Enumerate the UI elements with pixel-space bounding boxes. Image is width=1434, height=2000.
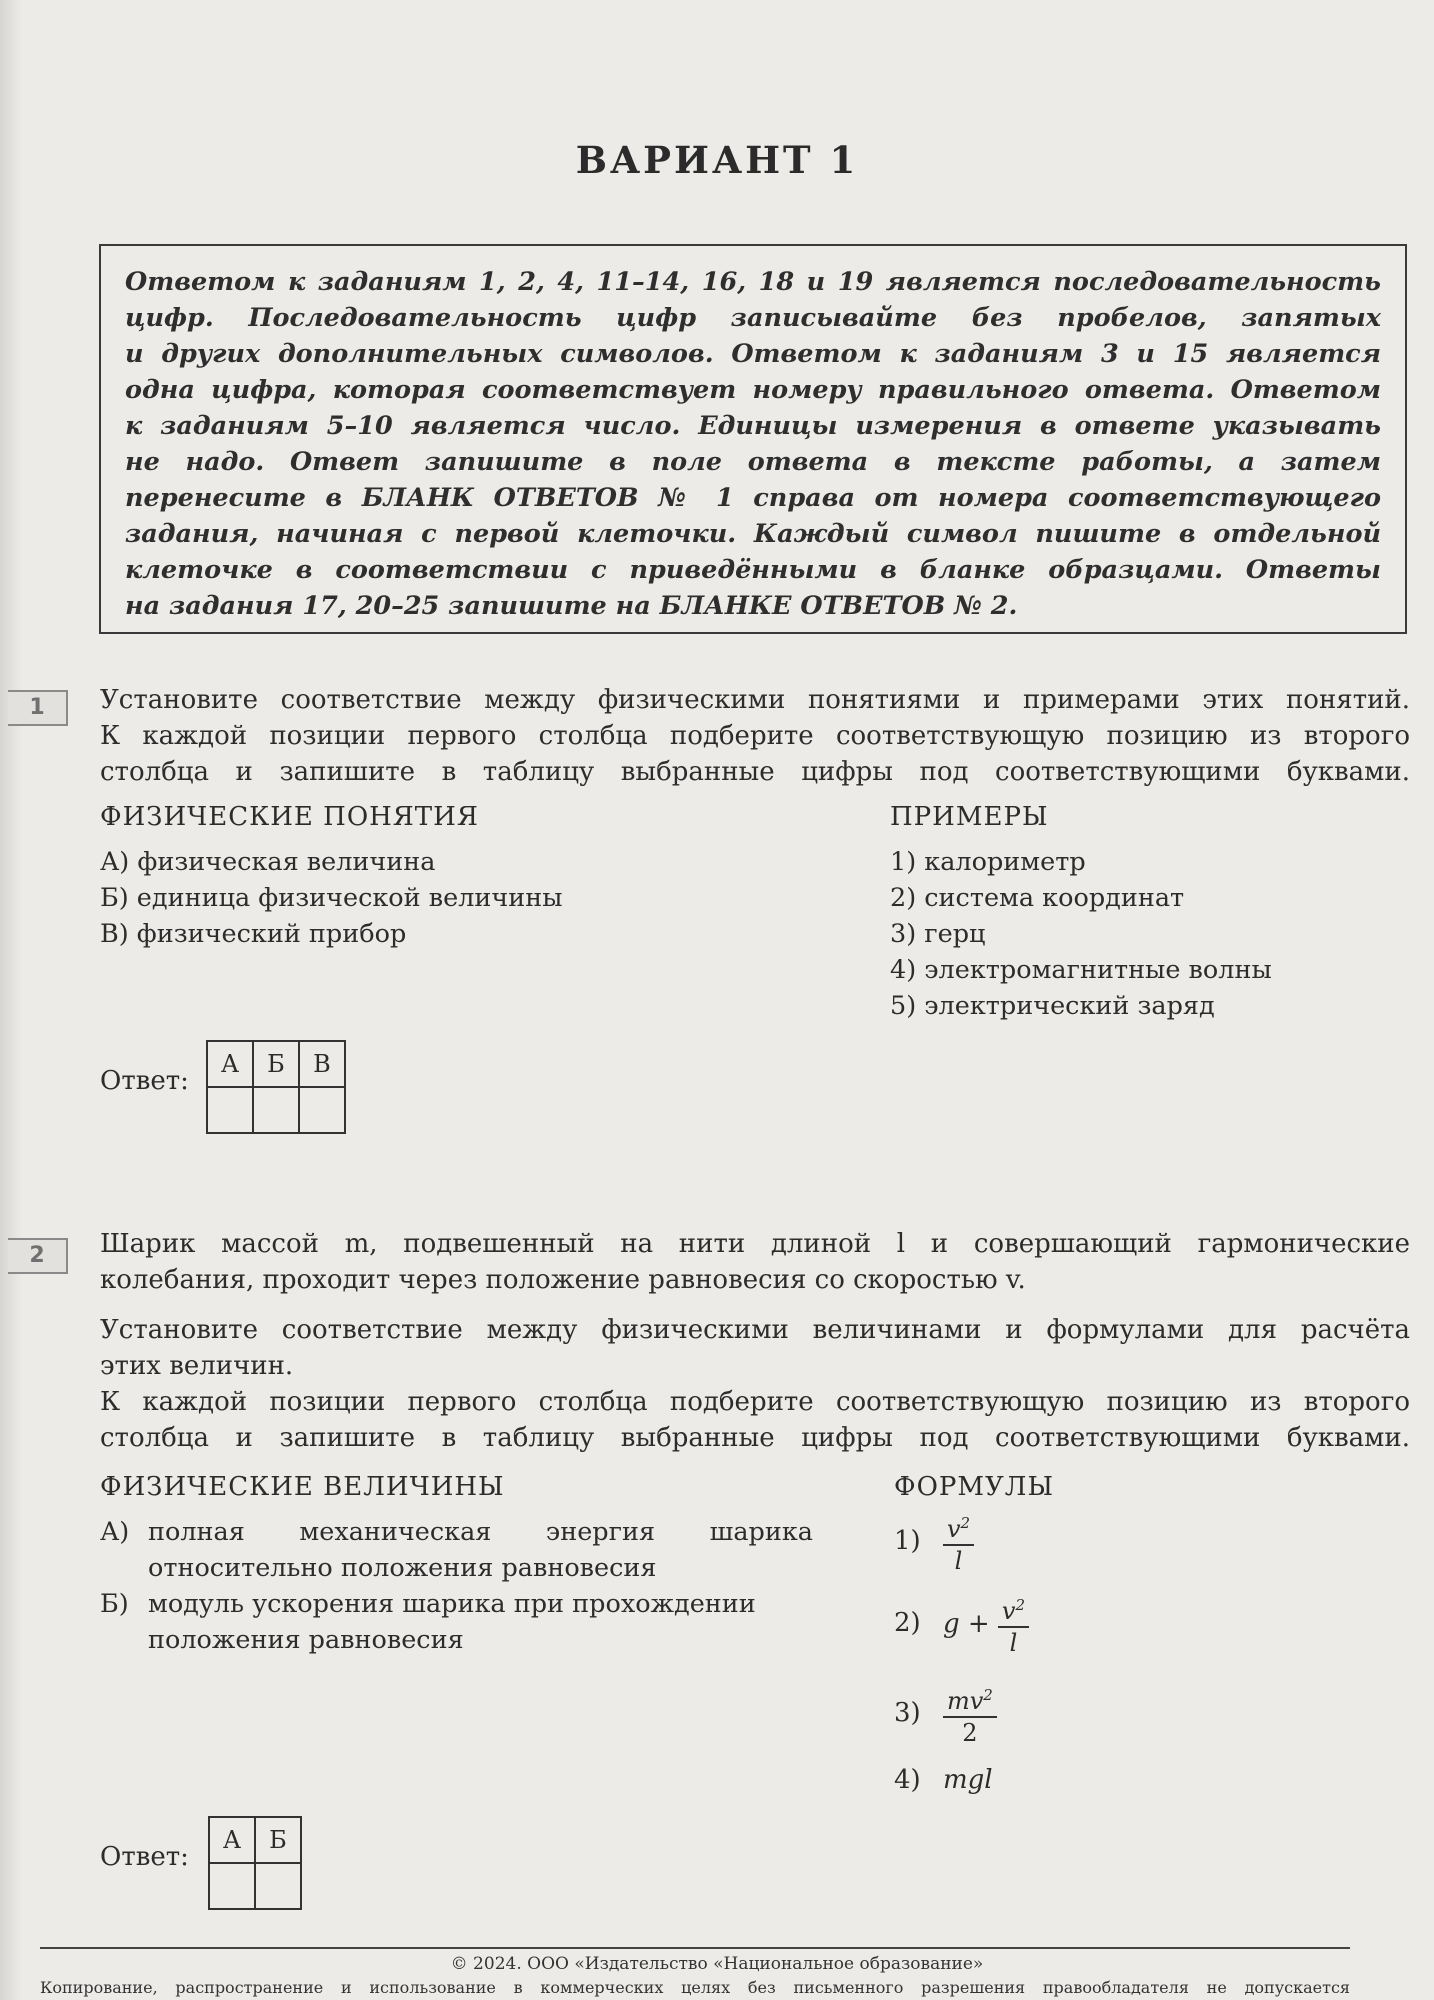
footer-copyright: © 2024. ООО «Издательство «Национальное образование» [450, 1954, 984, 1974]
q2-answer-cell-b[interactable] [255, 1863, 301, 1909]
q2-answer-header: Б [255, 1817, 301, 1863]
q1-left-item: А) физическая величина [100, 847, 436, 877]
q2-answer-header: А [209, 1817, 255, 1863]
q2-left-header: ФИЗИЧЕСКИЕ ВЕЛИЧИНЫ [100, 1472, 505, 1502]
q2-text-line: столбца и запишите в таблицу выбранные цифры под соответствующими буквами. [100, 1423, 1410, 1453]
fraction [943, 1680, 997, 1748]
instructions-line: перенесите в БЛАНК ОТВЕТОВ № 1 справа от номера соответствующего [125, 483, 1381, 513]
q1-text-line: Установите соответствие между физическими понятиями и примерами этих понятий. [100, 685, 1410, 715]
q2-answer-label: Ответ: [100, 1842, 189, 1872]
q1-right-item: 4) электромагнитные волны [890, 955, 1272, 985]
q1-answer-cell-v[interactable] [299, 1087, 345, 1133]
fraction-denominator: l [954, 1547, 963, 1575]
fraction-numerator: v [1001, 1597, 1016, 1625]
q2-left-item-letter: Б) [100, 1589, 129, 1619]
formula-label: 4) [894, 1765, 921, 1795]
fraction-numerator: mv [946, 1687, 984, 1715]
q2-text-line: колебания, проходит через положение равновесия со скоростью v. [100, 1265, 1026, 1295]
instructions-line: цифр. Последовательность цифр записывайте без пробелов, запятых [125, 303, 1381, 333]
instructions-line: задания, начиная с первой клеточки. Каждый символ пишите в отдельной [125, 519, 1381, 549]
q1-answer-label: Ответ: [100, 1066, 189, 1096]
fraction-denominator: 2 [962, 1719, 978, 1747]
q2-text-line: К каждой позиции первого столбца подберите соответствующую позицию из второго [100, 1387, 1410, 1417]
q1-left-item: Б) единица физической величины [100, 883, 563, 913]
question-number-1: 1 [8, 690, 68, 726]
q1-answer-cell-a[interactable] [207, 1087, 253, 1133]
footer-notice: Копирование, распространение и использование в коммерческих целях без письменного разрешения правообладателя не допускается [40, 1978, 1350, 1997]
formula-2 [894, 1590, 1029, 1658]
page-gutter [0, 0, 22, 2000]
fraction-numerator: v [946, 1515, 961, 1543]
fraction [943, 1508, 974, 1576]
q2-answer-table [208, 1816, 302, 1910]
formula-expression: mgl [942, 1765, 993, 1795]
formula-label: 2) [894, 1608, 921, 1638]
question-number-2: 2 [8, 1238, 68, 1274]
q1-right-item: 5) электрический заряд [890, 991, 1215, 1021]
formula-prefix: g + [942, 1609, 998, 1639]
formula-3 [894, 1680, 997, 1748]
fraction-denominator: l [1009, 1629, 1018, 1657]
q1-answer-header: А [207, 1041, 253, 1087]
formula-4 [894, 1762, 993, 1798]
exponent: 2 [1015, 1596, 1026, 1614]
q1-answer-table [206, 1040, 346, 1134]
q2-left-item-line: полная механическая энергия шарика [148, 1517, 813, 1547]
formula-label: 1) [894, 1526, 921, 1556]
instructions-box [99, 244, 1407, 634]
q2-left-item-line: положения равновесия [148, 1625, 464, 1655]
fraction [998, 1590, 1029, 1658]
formula-1 [894, 1508, 974, 1576]
q2-text-a [100, 1226, 1410, 1298]
q1-left-header: ФИЗИЧЕСКИЕ ПОНЯТИЯ [100, 802, 479, 832]
instructions-line: клеточке в соответствии с приведёнными в бланке образцами. Ответы [125, 555, 1381, 585]
variant-title: ВАРИАНТ 1 [575, 138, 859, 182]
q2-left-item-letter: А) [100, 1517, 130, 1547]
q2-text-b [100, 1312, 1410, 1456]
q2-text-line: Установите соответствие между физическими величинами и формулами для расчёта [100, 1315, 1410, 1345]
instructions-line: и других дополнительных символов. Ответом к заданиям 3 и 15 является [125, 339, 1381, 369]
exponent: 2 [983, 1686, 993, 1704]
formula-label: 3) [894, 1698, 921, 1728]
q1-answer-header: В [299, 1041, 345, 1087]
q2-answer-cell-a[interactable] [209, 1863, 255, 1909]
q1-right-item: 3) герц [890, 919, 986, 949]
q2-left-item-line: модуль ускорения шарика при прохождении [148, 1589, 756, 1619]
q1-text [100, 682, 1410, 790]
exponent: 2 [960, 1514, 971, 1532]
instructions-line: одна цифра, которая соответствует номеру правильного ответа. Ответом [125, 375, 1381, 405]
instructions-line: Ответом к заданиям 1, 2, 4, 11–14, 16, 18 и 19 является последовательность [125, 267, 1381, 297]
instructions-line: к заданиям 5–10 является число. Единицы измерения в ответе указывать [125, 411, 1381, 441]
q2-text-line: этих величин. [100, 1351, 294, 1381]
instructions-line: не надо. Ответ запишите в поле ответа в тексте работы, а затем [125, 447, 1381, 477]
q1-text-line: К каждой позиции первого столбца подберите соответствующую позицию из второго [100, 721, 1410, 751]
q1-right-item: 1) калориметр [890, 847, 1086, 877]
q1-text-line: столбца и запишите в таблицу выбранные цифры под соответствующими буквами. [100, 757, 1410, 787]
q1-answer-cell-b[interactable] [253, 1087, 299, 1133]
instructions-line: на задания 17, 20–25 запишите на БЛАНКЕ ОТВЕТОВ № 2. [125, 591, 1018, 621]
q1-right-item: 2) система координат [890, 883, 1185, 913]
q2-left-item-line: относительно положения равновесия [148, 1553, 657, 1583]
q1-right-header: ПРИМЕРЫ [890, 802, 1049, 832]
q2-text-line: Шарик массой m, подвешенный на нити длиной l и совершающий гармонические [100, 1229, 1410, 1259]
q1-answer-header: Б [253, 1041, 299, 1087]
q2-right-header: ФОРМУЛЫ [894, 1472, 1055, 1502]
footer-divider [40, 1947, 1350, 1949]
q1-left-item: В) физический прибор [100, 919, 407, 949]
